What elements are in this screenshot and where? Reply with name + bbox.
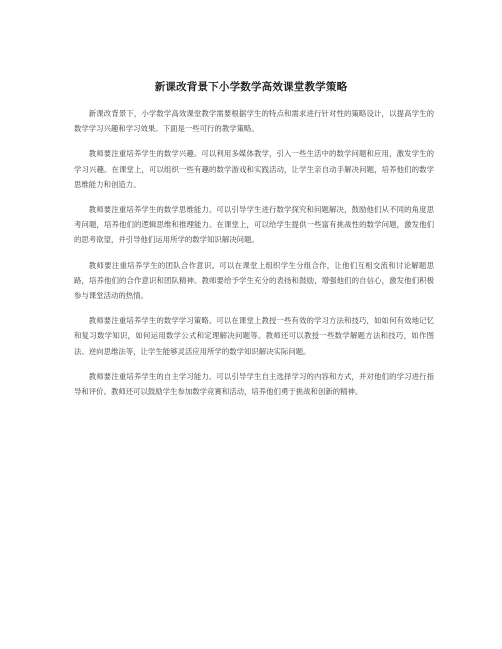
paragraph-teamwork: 教师要注重培养学生的团队合作意识。可以在课堂上组织学生分组合作，让他们互相交流和讨论解题思路，培养他们的合作意识和团队精神。教师要给予学生充分的表扬和鼓励，增强他们的自信心，激发他们积极参与课堂活动的热情。 [74, 260, 434, 301]
paragraph-thinking: 教师要注重培养学生的数学思维能力。可以引导学生进行数学探究和问题解决，鼓励他们从不同的角度思考问题，培养他们的逻辑思维和推理能力。在课堂上，可以给学生提供一些富有挑战性的数学问题，激发他们的思考欲望，并引导他们运用所学的数学知识解决问题。 [74, 205, 434, 245]
document-body [74, 106, 434, 409]
paragraph-strategy: 教师要注重培养学生的数学学习策略。可以在课堂上教授一些有效的学习方法和技巧，如如何有效地记忆和复习数学知识，如何运用数学公式和定理解决问题等。教师还可以教授一些数学解题方法和技巧，如作图法、逆向思维法等，让学生能够灵活应用所学的数学知识解决实际问题。 [74, 316, 434, 356]
document-title: 新课改背景下小学数学高效课堂教学策略 [154, 81, 348, 93]
paragraph-autonomy: 教师要注重培养学生的自主学习能力。可以引导学生自主选择学习的内容和方式，并对他们的学习进行指导和评价。教师还可以鼓励学生参加数学竞赛和活动，培养他们勇于挑战和创新的精神。 [74, 371, 434, 397]
paragraph-interest: 教师要注重培养学生的数学兴趣。可以利用多媒体教学，引入一些生活中的数学问题和应用，激发学生的学习兴趣。在课堂上，可以组织一些有趣的数学游戏和实践活动，让学生亲自动手解决问题，培养他们的数学思维能力和创造力。 [74, 149, 434, 189]
paragraph-intro: 新课改背景下，小学数学高效课堂教学需要根据学生的特点和需求进行针对性的策略设计，以提高学生的数学学习兴趣和学习效果。下面是一些可行的教学策略。 [74, 109, 434, 134]
